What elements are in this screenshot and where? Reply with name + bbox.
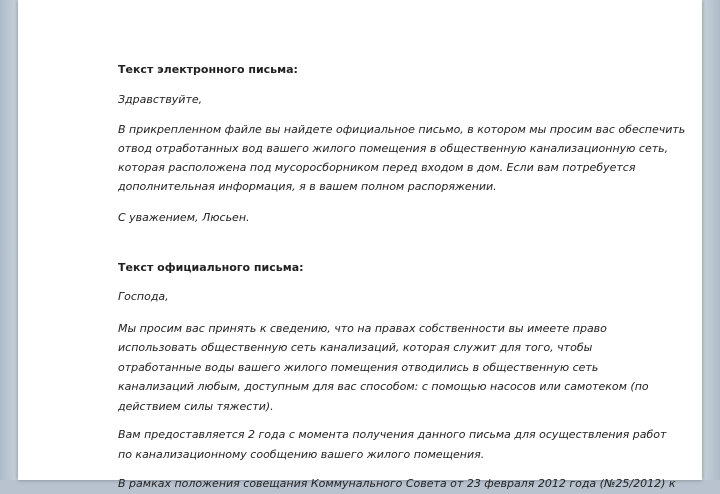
- official-paragraph-line: использовать общественную сеть канализаций, которая служит для того, чтобы: [118, 341, 593, 354]
- email-body-line: которая расположена под мусоросборником перед входом в дом. Если вам потребуется: [118, 160, 636, 174]
- official-paragraph-line: отработанные воды вашего жилого помещения отводились в общественную сеть: [118, 360, 599, 374]
- email-body-line: дополнительная информация, я в вашем полном распоряжении.: [118, 179, 497, 193]
- official-paragraph-line: Мы просим вас принять к сведению, что на правах собственности вы имеете право: [118, 321, 607, 335]
- official-greeting: Господа,: [118, 290, 169, 303]
- email-body-line: отвод отработанных вод вашего жилого помещения в общественную канализационную сеть,: [118, 141, 669, 155]
- email-body-line: В прикрепленном файле вы найдете официальное письмо, в котором мы просим вас обеспечить: [118, 122, 686, 136]
- document-content: [118, 56, 686, 494]
- official-paragraph-line: действием силы тяжести).: [118, 399, 274, 413]
- official-paragraph-line: по канализационному сообщению вашего жилого помещения.: [118, 447, 485, 461]
- official-paragraph-3: [118, 474, 678, 494]
- official-paragraph-line: Вам предоставляется 2 года с момента получения данного письма для осуществления работ: [118, 428, 667, 441]
- official-letter-heading: Текст официального письма:: [118, 261, 304, 274]
- email-text-heading: Текст электронного письма:: [118, 63, 298, 76]
- document-page: [18, 0, 702, 490]
- email-signoff: С уважением, Люсьен.: [118, 210, 250, 224]
- email-body-paragraph: [118, 120, 686, 196]
- email-greeting: Здравствуйте,: [118, 93, 203, 106]
- official-paragraph-1: [118, 319, 678, 417]
- official-paragraph-2: [118, 425, 678, 464]
- official-paragraph-line: В рамках положения совещания Коммунального Совета от 23 февраля 2012 года (№25/2012) к: [118, 477, 676, 490]
- official-paragraph-line: канализаций любым, доступным для вас способом: с помощью насосов или самотеком (по: [118, 380, 649, 393]
